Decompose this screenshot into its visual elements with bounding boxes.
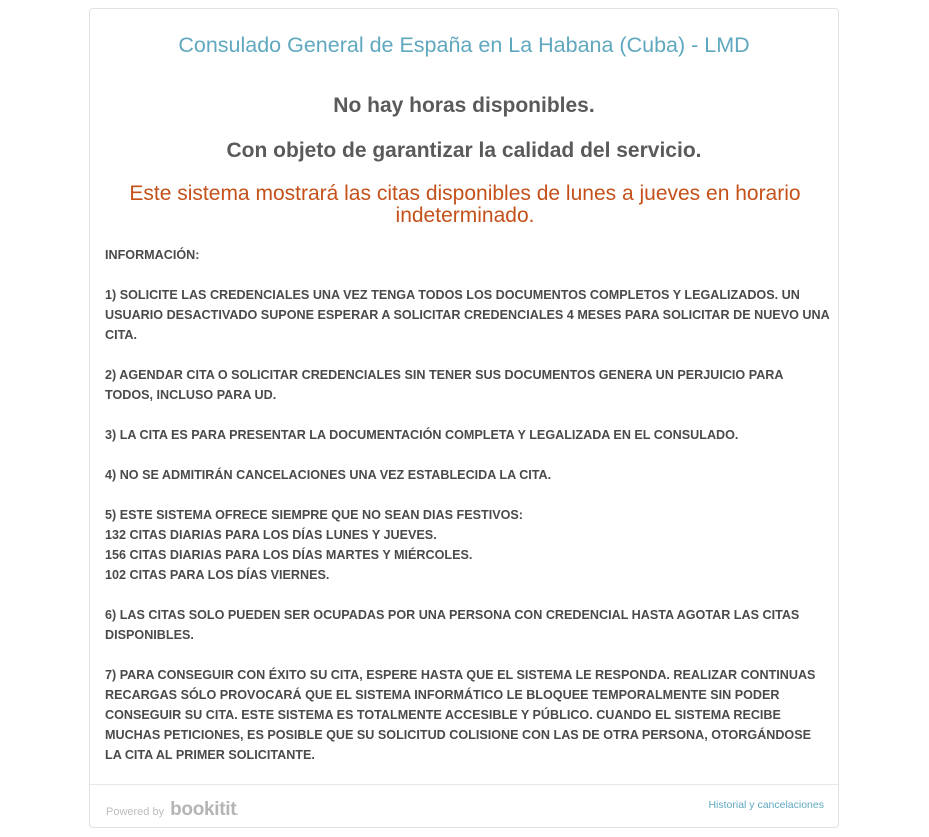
info-item-5: [105, 505, 830, 585]
footer-divider: [90, 784, 838, 785]
history-cancellations-link[interactable]: Historial y cancelaciones: [708, 799, 824, 811]
info-item-1: 1) SOLICITE LAS CREDENCIALES UNA VEZ TENGA TODOS LOS DOCUMENTOS COMPLETOS Y LEGALIZADOS. UN USUARIO DESACTIVADO SUPONE ESPERAR A SOLICITAR CREDENCIALES 4 MESES PARA SOLICITAR DE NUEVO UNA CITA.: [105, 288, 830, 342]
info-item-5-intro: 5) ESTE SISTEMA OFRECE SIEMPRE QUE NO SEAN DIAS FESTIVOS:: [105, 508, 523, 522]
info-item-4: 4) NO SE ADMITIRÁN CANCELACIONES UNA VEZ ESTABLECIDA LA CITA.: [105, 468, 552, 482]
info-item-3: 3) LA CITA ES PARA PRESENTAR LA DOCUMENTACIÓN COMPLETA Y LEGALIZADA EN EL CONSULADO.: [105, 428, 739, 442]
information-section: [105, 245, 830, 785]
quality-heading: Con objeto de garantizar la calidad del servicio.: [226, 139, 702, 162]
bookitit-logo-text: bookitit: [170, 799, 237, 820]
powered-by: [106, 799, 238, 821]
powered-by-label: Powered by: [106, 806, 165, 818]
schedule-notice: Este sistema mostrará las citas disponibles de lunes a jueves en horario indeterminado.: [129, 182, 801, 227]
info-item-2: 2) AGENDAR CITA O SOLICITAR CREDENCIALES SIN TENER SUS DOCUMENTOS GENERA UN PERJUICIO PARA TODOS, INCLUSO PARA UD.: [105, 368, 784, 402]
info-item-5-line-1: 132 CITAS DIARIAS PARA LOS DÍAS LUNES Y JUEVES.: [105, 528, 437, 542]
consulate-title: Consulado General de España en La Habana (Cuba) - LMD: [178, 33, 750, 57]
logo-dot-icon: .: [236, 808, 239, 817]
information-heading: INFORMACIÓN:: [105, 248, 200, 262]
no-hours-heading: No hay horas disponibles.: [333, 94, 595, 117]
bookitit-logo: [170, 799, 238, 821]
info-item-7: 7) PARA CONSEGUIR CON ÉXITO SU CITA, ESPERE HASTA QUE EL SISTEMA LE RESPONDA. REALIZAR CONTINUAS RECARGAS SÓLO PROVOCARÁ QUE EL SISTEMA INFORMÁTICO LE BLOQUEE TEMPORALMENTE SIN PODER CONSEGUIR SU CITA. ESTE SISTEMA ES TOTALMENTE ACCESIBLE Y PÚBLICO. CUANDO EL SISTEMA RECIBE MUCHAS PETICIONES, ES POSIBLE QUE SU SOLICITUD COLISIONE CON LAS DE OTRA PERSONA, OTORGÁNDOSE LA CITA AL PRIMER SOLICITANTE.: [105, 668, 816, 762]
booking-card: [89, 8, 839, 828]
info-item-5-line-2: 156 CITAS DIARIAS PARA LOS DÍAS MARTES Y MIÉRCOLES.: [105, 548, 473, 562]
info-item-5-line-3: 102 CITAS PARA LOS DÍAS VIERNES.: [105, 568, 330, 582]
info-item-6: 6) LAS CITAS SOLO PUEDEN SER OCUPADAS POR UNA PERSONA CON CREDENCIAL HASTA AGOTAR LAS CITAS DISPONIBLES.: [105, 608, 800, 642]
